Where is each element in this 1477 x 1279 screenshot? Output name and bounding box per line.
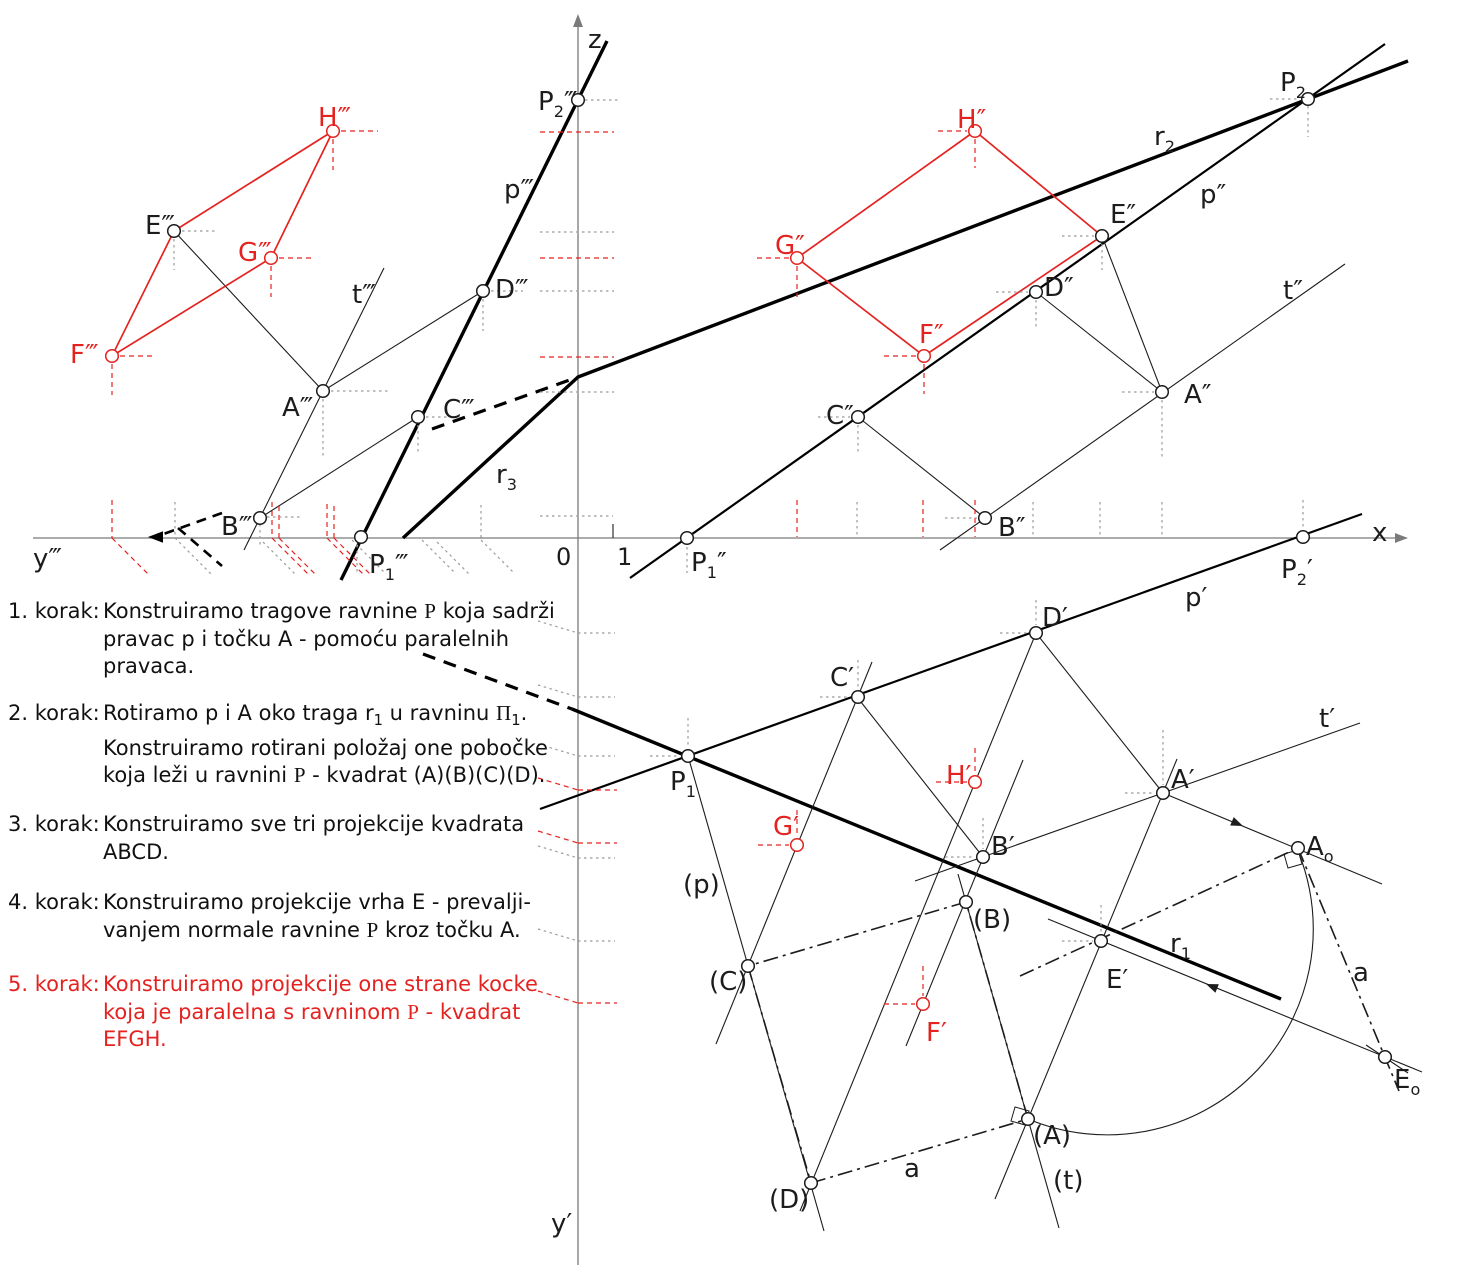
p3-label: p‴ [504,175,535,205]
B1-label: B′ [991,832,1015,862]
r3-label: $r_3$ [496,460,517,494]
t-rot-label: (t) [1053,1166,1084,1196]
sq2-GH [797,131,975,258]
step-5-label: 5. korak: [8,972,100,996]
H2-label: H″ [957,105,987,135]
F2-label: F″ [919,320,944,350]
A-rot-label: (A) [1033,1121,1072,1151]
origin-0: 0 [556,543,572,571]
step-2-text: Rotiramo p i A oko traga $r_1$ u ravninu $\Pi_1$. Konstruiramo rotirani položaj one pobočke koja leži u ravnini P - kvadrat (A)(B)(C)(D). [103,701,548,788]
tm17 [437,542,469,574]
P1s-label: $P_1''$ [691,548,727,582]
z-axis-arrow [573,14,583,27]
sq1-CD [748,966,811,1183]
H3-label: H‴ [318,103,352,133]
tm4 [175,538,211,574]
zl3a [538,744,578,756]
step-3-label: 3. korak: [8,812,100,836]
E1-A0 [1020,848,1298,976]
p2-label: p″ [1200,180,1227,210]
dash-arrow-1 [158,513,222,536]
t2-line [940,264,1345,550]
B-rot-label: (B) [973,905,1012,935]
axis-y1: y′ [551,1209,573,1239]
A0-label: $A_o$ [1306,832,1334,866]
tm19 [481,540,513,572]
point-D1 [1030,627,1043,640]
point-E1 [1095,935,1108,948]
point-C3 [412,411,425,424]
zl8a [538,991,578,1003]
A0-direction-arrow [1230,817,1245,830]
step-1-text: Konstruiramo tragove ravnine P koja sadrži pravac p i točku A - pomoću paralelnih pravaca. [103,599,555,678]
step-1-label: 1. korak: [8,599,100,623]
C2-label: C″ [826,401,854,431]
point-P13 [355,531,368,544]
D1-A1 [1036,633,1163,793]
point-B1 [977,851,990,864]
point-P1s [681,532,694,545]
axis-y3: y‴ [33,544,62,574]
zl4a [538,778,578,790]
tm5 [263,542,297,576]
D3-label: D‴ [495,275,529,305]
P13-label: $P_1‴$ [369,550,409,584]
B3-C3 [260,417,418,518]
r1-dashed-ext [423,654,572,709]
point-P2p [1297,531,1310,544]
a-label-right: a [1353,958,1369,988]
F1-label: F′ [926,1018,947,1048]
point-E0 [1379,1051,1392,1064]
step-4-label: 4. korak: [8,890,100,914]
C1-label: C′ [830,663,855,693]
sq2-FG [797,258,924,356]
point-F3 [106,350,119,363]
D1-label: D′ [1042,603,1068,633]
p-rot-label: (p) [683,870,720,900]
point-B2 [979,512,992,525]
P2p-label: $P_2'$ [1281,555,1313,589]
C3-label: C‴ [443,395,475,425]
step-5-text: Konstruiramo projekcije one strane kocke koja je paralelna s ravninom P - kvadrat EFGH. [103,972,538,1051]
r1-label: $r_1$ [1170,929,1191,963]
C-rot-label: (C) [709,967,748,997]
point-A0 [1292,842,1305,855]
tm16 [422,540,456,574]
point-B-rot [960,896,973,909]
zl6a [538,846,578,858]
B3-label: B‴ [221,512,253,542]
t3-label: t‴ [352,280,376,310]
zl7a [538,929,578,941]
G1-label: G′ [773,812,800,842]
ray-A [995,759,1177,1199]
point-D3 [477,285,490,298]
point-A3 [317,385,330,398]
step-4-text: Konstruiramo projekcije vrha E - prevalji- vanjem normale ravnine P kroz točku A. [103,890,531,942]
p3-line [341,41,607,580]
P1-label: $P_1$ [670,767,696,801]
tm2 [112,538,148,574]
r2-label: $r_2$ [1154,122,1175,156]
D2-label: D″ [1044,273,1074,303]
E0-label: $E_o$ [1394,1065,1421,1099]
axis-z: z [588,25,602,55]
H1-label: H′ [946,761,972,791]
A1-label: A′ [1171,765,1195,795]
unit-1: 1 [617,543,633,571]
x-axis-arrow [1395,533,1408,543]
point-E2 [1096,230,1109,243]
E2-label: E″ [1110,200,1137,230]
zl5a [538,831,578,843]
step-2-label: 2. korak: [8,701,100,725]
G3-label: G‴ [238,238,272,268]
tm9 [279,538,315,574]
A3-label: A‴ [282,393,314,423]
A1-A0 [1163,793,1382,884]
F3-label: F‴ [70,340,99,370]
r2-line [578,61,1408,377]
a-label-bottom: a [904,1154,920,1184]
E1-direction-arrow [1204,980,1219,993]
t3-line [244,268,384,550]
point-A1 [1157,787,1170,800]
zl2a [538,685,578,697]
t1-label: t′ [1319,704,1336,734]
left-dashed-arrow [148,531,163,542]
point-P1 [682,750,695,763]
B2-C2 [858,417,985,518]
B2-label: B″ [998,513,1026,543]
p2-line [630,44,1388,578]
point-A2 [1156,386,1169,399]
D-rot-label: (D) [769,1185,810,1215]
A2-label: A″ [1184,380,1212,410]
point-D2 [1030,286,1043,299]
G2-label: G″ [775,231,805,261]
t2-label: t″ [1283,276,1303,306]
point-F1 [917,998,930,1011]
axis-x: x [1372,518,1388,548]
point-F2 [918,350,931,363]
P2-label: $P_2$ [1280,68,1306,102]
zl1a [538,621,578,633]
point-B3 [254,512,267,525]
sq1-BC [748,902,966,966]
p1-label: p′ [1185,583,1208,613]
step-3-text: Konstruiramo sve tri projekcije kvadrata ABCD. [103,812,525,864]
E3-label: E‴ [145,211,175,241]
E1-label: E′ [1106,965,1129,995]
P23-label: $P_2‴$ [538,87,578,121]
sq2-EF [924,236,1102,356]
